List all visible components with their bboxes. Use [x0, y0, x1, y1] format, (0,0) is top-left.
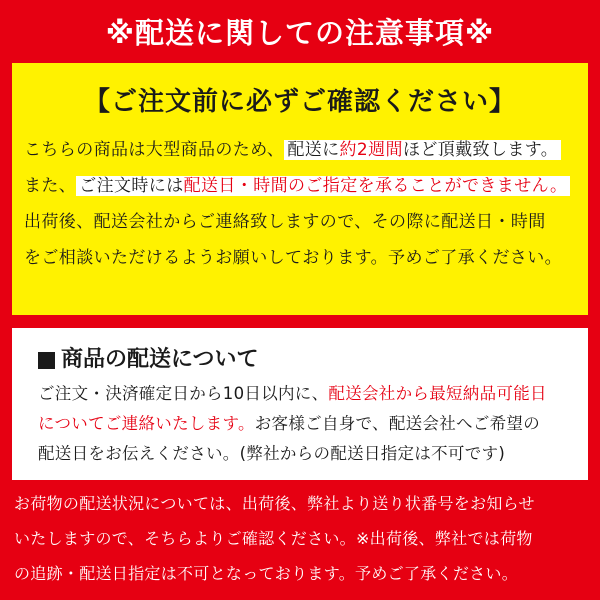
notice-line-1 — [24, 140, 588, 161]
page-title: ※配送に関しての注意事項※ — [105, 15, 495, 50]
tracking-line-2: いたしますので、そちらよりご確認ください。※出荷後、弊社では荷物 — [14, 529, 533, 548]
shipping-line-2-text: お客様ご自身で、配送会社へご希望の — [254, 414, 541, 433]
tracking-line-3: の追跡・配送日指定は不可となっております。予めご了承ください。 — [14, 564, 519, 583]
tracking-note — [14, 494, 590, 599]
shipping-line-2-red-text: についてご連絡いたします。 — [38, 414, 255, 433]
notice-line-2-red-text: 配送日・時間のご指定を承ることができません。 — [183, 176, 568, 196]
notice-line-2-text: また、 — [24, 176, 77, 196]
notice-line-1-hl-text: 配送に — [287, 140, 340, 160]
shipping-line-1-text: ご注文・決済確定日から10日以内に、 — [38, 384, 329, 403]
notice-line-2-hl-text: ご注文時には — [79, 176, 184, 196]
square-bullet-icon — [38, 352, 55, 369]
shipping-line-3: 配送日をお伝えください。(弊社からの配送日指定は不可です) — [38, 444, 506, 463]
notice-line-1-text: こちらの商品は大型商品のため、 — [24, 140, 285, 160]
notice-line-4: をご相談いただけるようお願いしております。予めご了承ください。 — [24, 248, 563, 268]
shipping-section-heading — [12, 346, 588, 374]
shipping-info-panel — [12, 328, 588, 480]
shipping-section-title: 商品の配送について — [61, 347, 259, 372]
notice-line-2-highlight — [76, 176, 570, 196]
shipping-body — [12, 384, 588, 464]
shipping-line-1-red-text: 配送会社から最短納品可能日 — [328, 384, 547, 403]
order-notice-panel — [12, 63, 588, 315]
notice-line-3: 出荷後、配送会社からご連絡致しますので、その際に配送日・時間 — [24, 212, 546, 232]
shipping-line-2 — [38, 414, 588, 434]
notice-body — [12, 140, 588, 269]
notice-line-1-red-text: 約2週間 — [339, 140, 403, 160]
shipping-line-1 — [38, 384, 588, 404]
tracking-line-1: お荷物の配送状況については、出荷後、弊社より送り状番号をお知らせ — [14, 494, 535, 513]
notice-line-1-hl-text-2: ほど頂戴致します。 — [402, 140, 559, 160]
notice-line-2 — [24, 176, 588, 197]
notice-line-1-highlight — [284, 140, 561, 160]
notice-title: 【ご注文前に必ずご確認ください】 — [83, 87, 516, 117]
